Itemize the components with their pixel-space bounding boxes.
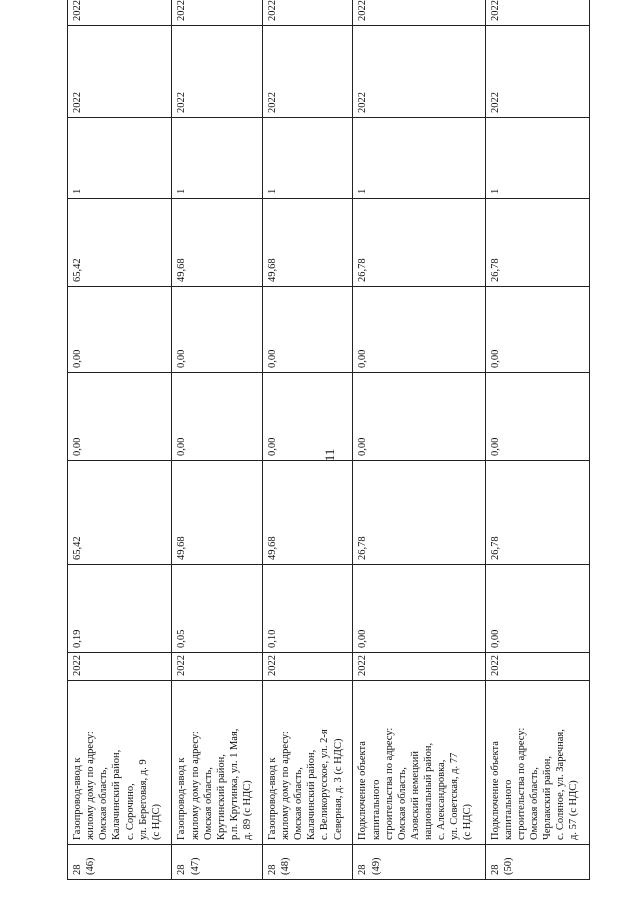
length-cell: 0,10 [262, 565, 353, 653]
description-line: д. 57 (с НДС) [568, 780, 580, 840]
length-cell: 0,05 [172, 565, 263, 653]
description-line: Омская область, [396, 767, 408, 840]
object-description-cell [353, 681, 485, 845]
cost-col7-cell: 65,42 [68, 199, 172, 287]
object-description-cell [68, 681, 172, 845]
description-line: ул. Советская, д. 77 [449, 752, 461, 840]
count-cell: 1 [172, 118, 263, 199]
description-line: (с НДС) [150, 803, 162, 840]
description-line: Омская область, [293, 767, 305, 840]
length-cell: 0,19 [68, 565, 172, 653]
row-number: 28 [266, 864, 278, 875]
table-row [68, 0, 172, 880]
cost-col5-cell: 0,00 [485, 373, 589, 461]
cost-total-cell: 49,68 [172, 461, 263, 565]
description-line: жилому дому по адресу: [280, 731, 292, 840]
end-year-cell: 2022 [485, 0, 589, 26]
start-year-cell: 2022 [68, 26, 172, 118]
description-line: Омская область, [528, 767, 540, 840]
description-line: Газопровод-ввод к [266, 757, 278, 840]
end-year-cell: 2022 [262, 0, 353, 26]
year-cell: 2022 [68, 653, 172, 681]
count-cell: 1 [68, 118, 172, 199]
start-year-cell: 2022 [485, 26, 589, 118]
cost-col6-cell: 0,00 [353, 287, 485, 373]
description-line: Подключение объекта [357, 741, 369, 840]
description-line: жилому дому по адресу: [189, 731, 201, 840]
row-number-cell [172, 845, 263, 880]
start-year-cell: 2022 [172, 26, 263, 118]
cost-total-cell: 49,68 [262, 461, 353, 565]
description-line: капитального [370, 779, 382, 840]
cost-col7-cell: 26,78 [485, 199, 589, 287]
row-number-cell [353, 845, 485, 880]
description-line: Омская область, [202, 767, 214, 840]
description-line: с. Великорусское, ул. 2-я [319, 729, 331, 840]
description-line: Газопровод-ввод к [176, 757, 188, 840]
table-row [172, 0, 263, 880]
description-line: Азовский немецкий [409, 751, 421, 840]
row-number-cell [262, 845, 353, 880]
table-row [485, 0, 589, 880]
description-line: Калачинский район, [306, 749, 318, 840]
count-cell: 1 [485, 118, 589, 199]
cost-col6-cell: 0,00 [262, 287, 353, 373]
count-cell: 1 [353, 118, 485, 199]
row-number: 28 [176, 864, 188, 875]
row-subnumber: (49) [370, 857, 382, 875]
cost-col5-cell: 0,00 [172, 373, 263, 461]
description-line: строительства по адресу: [383, 727, 395, 840]
row-subnumber: (46) [85, 857, 97, 875]
description-line: с. Сорочино, [124, 783, 136, 840]
row-subnumber: (47) [189, 857, 201, 875]
table-row [353, 0, 485, 880]
description-line: Северная, д. 3 (с НДС) [332, 738, 344, 840]
length-cell: 0,00 [353, 565, 485, 653]
page-number: 11 [322, 448, 337, 462]
rotated-table-container [67, 0, 590, 880]
cost-col5-cell: 0,00 [353, 373, 485, 461]
table-rotation-frame [67, 0, 590, 880]
description-line: д. 89 (с НДС) [242, 780, 254, 840]
year-cell: 2022 [262, 653, 353, 681]
description-line: капитального [502, 779, 514, 840]
description-line: (с НДС) [462, 803, 474, 840]
description-line: жилому дому по адресу: [85, 731, 97, 840]
description-line: Подключение объекта [489, 741, 501, 840]
row-number: 28 [489, 864, 501, 875]
cost-col5-cell: 0,00 [68, 373, 172, 461]
cost-total-cell: 65,42 [68, 461, 172, 565]
cost-col5-cell: 0,00 [262, 373, 353, 461]
cost-total-cell: 26,78 [485, 461, 589, 565]
description-line: ул. Береговая, д. 9 [137, 759, 149, 840]
description-line: с. Соляное, ул. Заречная, [555, 729, 567, 840]
year-cell: 2022 [485, 653, 589, 681]
table-row [262, 0, 353, 880]
year-cell: 2022 [172, 653, 263, 681]
cost-col6-cell: 0,00 [68, 287, 172, 373]
table-body [68, 0, 590, 880]
count-cell: 1 [262, 118, 353, 199]
cost-col6-cell: 0,00 [485, 287, 589, 373]
cost-col6-cell: 0,00 [172, 287, 263, 373]
cost-col7-cell: 49,68 [262, 199, 353, 287]
description-line: с. Александровка, [436, 759, 448, 840]
description-line: Черлакский район, [542, 756, 554, 840]
row-number-cell [485, 845, 589, 880]
investment-table [67, 0, 590, 880]
cost-total-cell: 26,78 [353, 461, 485, 565]
description-line: Газопровод-ввод к [72, 757, 83, 840]
end-year-cell: 2022 [172, 0, 263, 26]
object-description-cell [172, 681, 263, 845]
description-line: Калачинский район, [111, 749, 123, 840]
cost-col7-cell: 26,78 [353, 199, 485, 287]
cost-col7-cell: 49,68 [172, 199, 263, 287]
description-line: строительства по адресу: [515, 727, 527, 840]
length-cell: 0,00 [485, 565, 589, 653]
description-line: Крутинский район, [215, 754, 227, 840]
start-year-cell: 2022 [262, 26, 353, 118]
start-year-cell: 2022 [353, 26, 485, 118]
end-year-cell: 2022 [353, 0, 485, 26]
description-line: национальный район, [423, 742, 435, 840]
row-number: 28 [72, 864, 83, 875]
description-line: р.п. Крутинка, ул. 1 Мая, [228, 728, 240, 840]
object-description-cell [485, 681, 589, 845]
description-line: Омская область, [98, 767, 110, 840]
row-number-cell [68, 845, 172, 880]
row-subnumber: (50) [502, 857, 514, 875]
object-description-cell [262, 681, 353, 845]
end-year-cell: 2022 [68, 0, 172, 26]
row-subnumber: (48) [280, 857, 292, 875]
row-number: 28 [357, 864, 369, 875]
year-cell: 2022 [353, 653, 485, 681]
